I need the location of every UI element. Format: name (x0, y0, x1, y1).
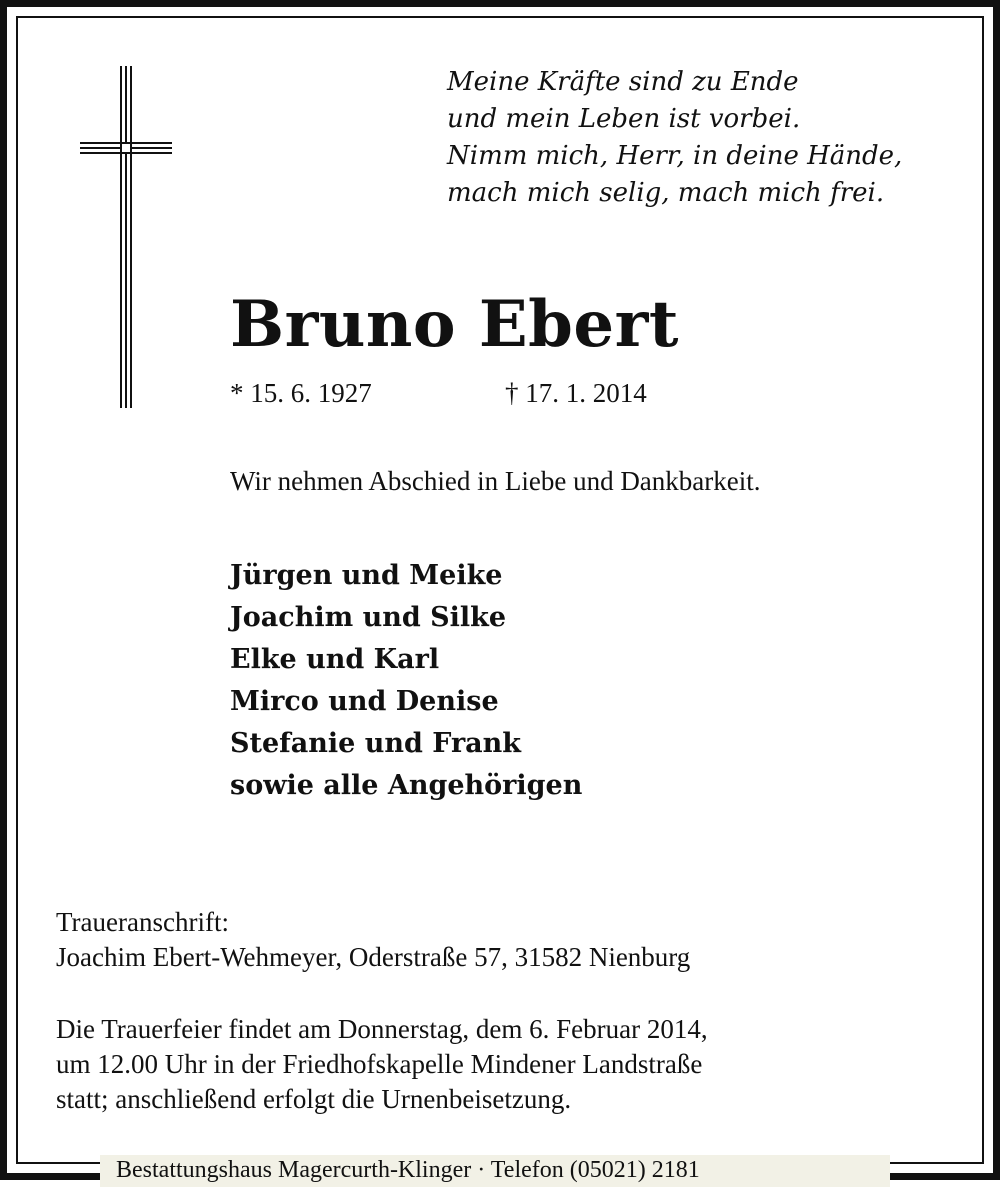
service-line: statt; anschließend erfolgt die Urnenbeisetzung. (56, 1084, 572, 1114)
address-line: Joachim Ebert-Wehmeyer, Oderstraße 57, 31582 Nienburg (56, 942, 691, 972)
poem-line: und mein Leben ist vorbei. (447, 104, 801, 134)
mourner: Jürgen und Meike (230, 560, 503, 591)
poem-line: Meine Kräfte sind zu Ende (447, 67, 799, 97)
service-line: um 12.00 Uhr in der Friedhofskapelle Mindener Landstraße (56, 1049, 703, 1079)
poem (447, 64, 902, 212)
poem-line: Nimm mich, Herr, in deine Hände, (447, 141, 903, 171)
deceased-name: Bruno Ebert (230, 287, 679, 362)
footer-text: Bestattungshaus Magercurth-Klinger · Telefon (05021) 2181 (116, 1157, 700, 1183)
farewell-text: Wir nehmen Abschied in Liebe und Dankbarkeit. (230, 466, 761, 496)
birth-date: * 15. 6. 1927 (230, 378, 372, 408)
mourner: Joachim und Silke (230, 602, 507, 633)
service-info (56, 1012, 708, 1117)
mourner: Elke und Karl (230, 644, 440, 675)
poem-line: mach mich selig, mach mich frei. (447, 178, 885, 208)
service-line: Die Trauerfeier findet am Donnerstag, dem 6. Februar 2014, (56, 1014, 708, 1044)
mourner: sowie alle Angehörigen (230, 770, 583, 801)
mourners-list (230, 555, 582, 807)
mourner: Stefanie und Frank (230, 728, 522, 759)
footer-bar (100, 1155, 890, 1187)
mourner: Mirco und Denise (230, 686, 499, 717)
address-label: Traueranschrift: (56, 907, 229, 937)
death-date: † 17. 1. 2014 (505, 378, 647, 408)
